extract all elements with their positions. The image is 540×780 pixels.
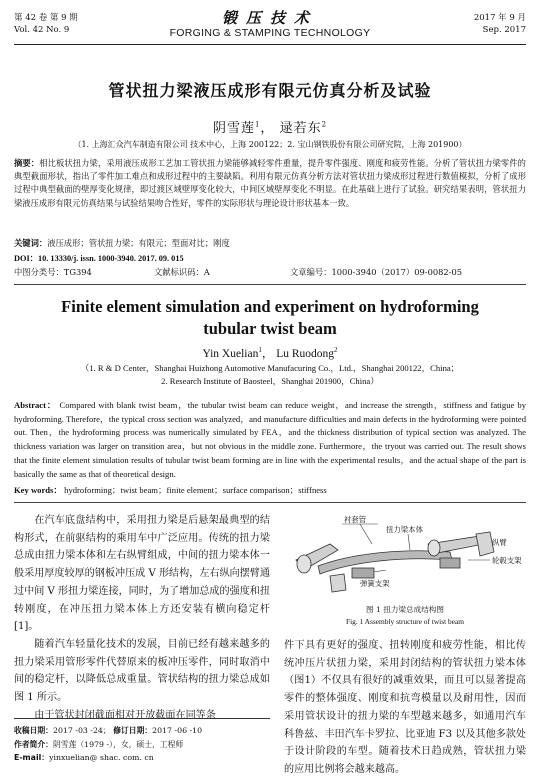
author-bio: 阴雪莲（1979 -），女，硕士，工程师 <box>52 739 184 749</box>
bushing-left <box>297 555 311 573</box>
label-trailing-arm: 纵臂 <box>492 538 507 547</box>
keywords-en: Key words： hydroforming；twist beam；finite element；surface comparison；stiffness <box>14 485 327 495</box>
label-hub-bracket: 轮毂支架 <box>492 556 522 565</box>
journal-name-cn: 锻压技术 <box>221 9 318 27</box>
label-spring-bracket: 弹簧支架 <box>360 579 390 588</box>
divider <box>14 502 526 503</box>
journal-name-en: FORGING & STAMPING TECHNOLOGY <box>169 27 371 39</box>
journal-volume: 第 42 卷 第 9 期 Vol. 42 No. 9 <box>14 13 78 35</box>
clc-number: 中图分类号：TG394 <box>14 267 92 277</box>
abstract-cn-label: 摘要： <box>14 158 40 168</box>
body-paragraph: 由于管状封闭截面相对开放截面在同等条 <box>34 709 216 721</box>
bushing-right <box>428 540 440 556</box>
author-email[interactable]: yinxuelian@ shac. com. cn <box>49 753 154 762</box>
figure-caption-en: Fig. 1 Assembly structure of twist beam <box>345 617 465 626</box>
classification-line <box>14 266 526 279</box>
spring-bracket-left <box>352 568 374 578</box>
figure-caption-cn: 图 1 扭力梁总成结构图 <box>365 605 444 614</box>
keywords-en-label: Key words： <box>14 485 62 495</box>
label-bushing-tube: 衬套管 <box>344 515 367 524</box>
author-name: Yin Xuelian <box>202 348 259 360</box>
divider <box>14 284 526 285</box>
body-paragraph: 在汽车底盘结构中，采用扭力梁是后悬架最典型的结构形式，在前驱结构的乘用车中广泛应用。传统的扭力梁总成由扭力梁本体和左右纵臂组成，中间的扭力梁本体一般采用厚度较厚的钢板冲压成 V 形结构，左右纵向摆臂通过中间 V 形扭力梁连接，同时，为了增加总成的强度和扭转刚度，在冲压扭力梁本体上方还安装有横向稳定杆[1]。 <box>14 515 270 633</box>
author-name: 阴雪莲 <box>212 121 255 136</box>
document-code: 文献标识码：A <box>154 267 210 277</box>
journal-date: 2017 年 9 月 Sep. 2017 <box>473 13 526 35</box>
doi[interactable]: DOI：10. 13330/j. issn. 1000-3940. 2017. 09. 015 <box>14 254 184 263</box>
figure-1 <box>290 514 524 600</box>
footnote: 收稿日期：2017 -03 -24； 修订日期：2017 -06 -10 作者简介：阴雪莲（1979 -），女，硕士，工程师 E-mail：yinxuelian@ shac. com. cn <box>14 726 203 762</box>
author-name: 逯若东 <box>279 121 322 136</box>
abstract-en-text: Compared with blank twist beam，the tubular twist beam can reduce weight，and increase the strength，stiffness and fatigue by hydroforming. Therefore，the typical cross section was analyzed，and manufacture difficulties and main defects in the hydroforming were pointed out. Then，the hydroforming process was numerically simulated by FEA，and the thickness distribution of typical section was analyzed. The thickness variation was larger on transition area，but not obvious in the middle zone. Furthermore，the tryout was carried out. The result shows that the finite element simulation results of tubular twist beam forming are in line with the experimental results，and the actual shape of the part is basically the same as that of theoretical design. <box>14 400 526 479</box>
keywords-cn-label: 关键词： <box>14 238 48 248</box>
abstract-en <box>14 399 526 481</box>
affiliation-cn: （1. 上海汇众汽车制造有限公司 技术中心，上海 200122；2. 宝山钢铁股份有限公司研究院，上海 201900） <box>73 140 467 149</box>
abstract-en-label: Abstract： <box>14 400 57 410</box>
received-date: 2017 -03 -24； <box>52 726 111 735</box>
authors-en: Yin Xuelian$^1$， Lu Ruodong$^2$ <box>202 346 338 360</box>
abstract-cn-text: 相比板状扭力梁，采用液压成形工艺加工管状扭力梁能够减轻零件重量，提升零件强度、刚度和疲劳性能。分析了管状扭力梁零件的典型截面形状，指出了零件加工难点和成形过程中的主要缺陷。利用有限元仿真分析方法对管状扭力梁成形过程进行数值模拟，分析了成形过程中典型截面的壁厚变化规律，即过渡区域壁厚变化较大，中间区域壁厚变化不明显。在此基础上进行了试验。研究结果表明，管状扭力梁液压成形有限元仿真结果与试验结果吻合性好，零件的实际形状与理论设计形状基本一致。 <box>14 158 526 208</box>
journal-name <box>14 10 526 40</box>
article-number: 文章编号：1000-3940（2017）09-0082-05 <box>290 267 463 277</box>
twist-beam-drawing <box>290 514 524 600</box>
journal-header <box>14 10 526 45</box>
hub-bracket <box>330 574 346 592</box>
body-column-right <box>284 637 526 779</box>
affiliation-en: （1. R & D Center，Shanghai Huizhong Automotive Manufacuring Co.，Ltd.，Shanghai 200122，China； 2. Research Institute of Baosteel，Shanghai 201900，China） <box>80 363 460 386</box>
paper-title-cn: 管状扭力梁液压成形有限元仿真分析及试验 <box>108 81 432 100</box>
paper-title-en: Finite element simulation and experiment on hydroforming tubular twist beam <box>61 297 479 338</box>
revised-date: 2017 -06 -10 <box>152 726 203 735</box>
abstract-cn <box>14 157 526 210</box>
spring-bracket-right <box>440 558 460 568</box>
body-paragraph: 件下具有更好的强度、扭转刚度和疲劳性能，相比传统冲压片状扭力梁，采用封闭结构的管状扭力梁本体（图1）不仅具有很好的减重效果，而且可以显著提高零件的整体强度、刚度和抗弯模量以及耐用性，因而采用管状设计的扭力梁的车型越来越多，如通用汽车科鲁兹、丰田汽车卡罗拉、比亚迪 F3 以及其他多款处于设计阶段的车型。随着技术日趋成熟，管状扭力梁的应用比例将会越来越高。 <box>284 640 526 775</box>
footnote-divider <box>14 718 270 719</box>
keywords-cn: 关键词：液压成形；管状扭力梁；有限元；型面对比；刚度 <box>14 238 230 248</box>
body-column-left <box>14 512 270 724</box>
body-paragraph: 随着汽车轻量化技术的发展，目前已经有越来越多的扭力梁采用管形零件代替原来的板冲压零件，同时取消中间的稳定杆，以降低总成重量。管状结构的扭力梁总成如图 1 所示。 <box>14 638 270 704</box>
label-twist-beam-body: 扭力梁本体 <box>386 525 423 534</box>
authors-cn: 阴雪莲$^1$， 逯若东$^2$ <box>212 120 328 136</box>
author-name: Lu Ruodong <box>276 348 335 360</box>
